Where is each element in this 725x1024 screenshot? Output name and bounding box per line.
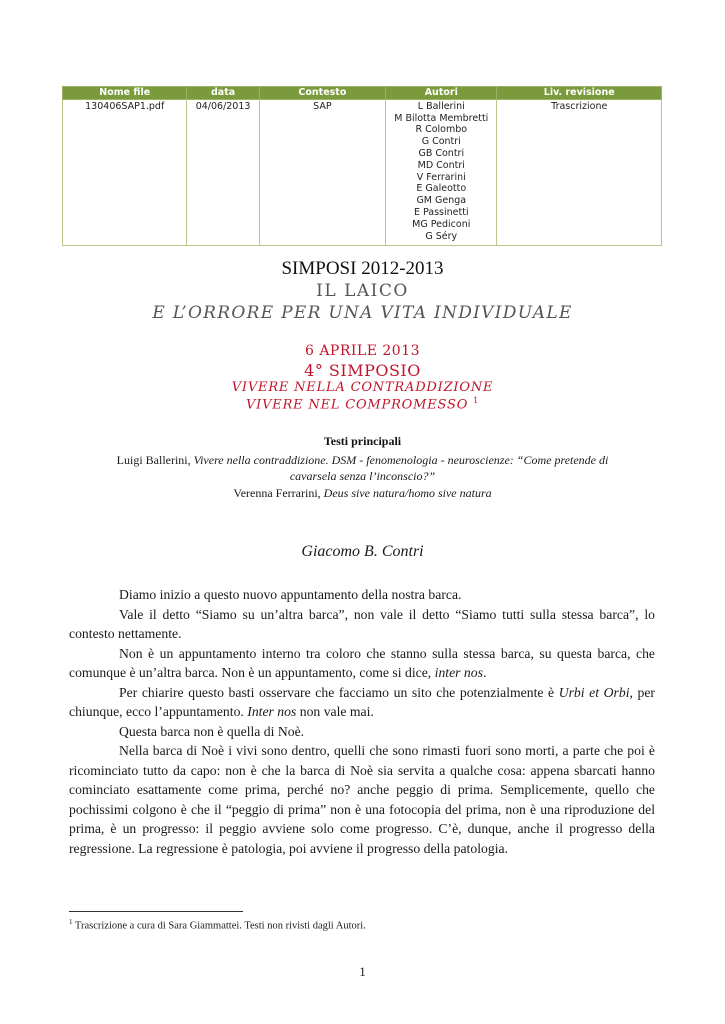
testi-heading: Testi principali [323, 434, 402, 448]
paragraph: Questa barca non è quella di Noè. [119, 723, 305, 739]
footnote-text: Trascrizione a cura di Sara Giammattei. Testi non rivisti dagli Autori. [72, 920, 366, 932]
cell-file-name: 130406SAP1.pdf [63, 99, 187, 246]
header-nome-file: Nome file [63, 87, 187, 100]
session-date: 6 APRILE 2013 [304, 343, 421, 359]
author-item: R Colombo [415, 124, 468, 136]
paragraph-text: Non è un appuntamento interno tra coloro che stanno sulla stessa barca, su questa barca, che comunque è un’altra barca. Non è un appuntamento, come si dice, [69, 645, 655, 680]
testi-entry-2-title: Deus sive natura/homo sive natura [323, 486, 492, 500]
author-item: GM Genga [416, 195, 467, 207]
paragraph: Vale il detto “Siamo su un’altra barca”, non vale il detto “Siamo tutti sulla stessa barca”, lo contesto nettamente. [69, 606, 655, 641]
testi-entry-1 [0, 452, 725, 484]
speaker-name: Giacomo B. Contri [301, 543, 424, 560]
footnote-ref[interactable]: 1 [473, 396, 480, 405]
subtitle-line-2 [0, 396, 725, 412]
author-item: G Séry [425, 230, 458, 242]
author-item: L Ballerini [417, 100, 465, 112]
session-number: 4° SIMPOSIO [304, 361, 421, 380]
title-line-1: IL LAICO [316, 281, 409, 301]
author-item: V Ferrarini [416, 171, 466, 183]
author-item: E Passinetti [413, 206, 469, 218]
emphasis: Urbi et Orbi [558, 684, 630, 700]
author-item: E Galeotto [416, 183, 467, 195]
title-line-2: E L’ORRORE PER UNA VITA INDIVIDUALE [152, 303, 573, 323]
body-text [69, 585, 655, 858]
paragraph [69, 644, 655, 683]
header-autori: Autori [386, 87, 497, 100]
author-item: G Contri [421, 136, 461, 148]
header-liv-revisione: Liv. revisione [497, 87, 662, 100]
author-item: MD Contri [417, 159, 465, 171]
testi-entry-2 [0, 486, 725, 501]
cell-context: SAP [259, 99, 385, 246]
author-item: GB Contri [418, 147, 465, 159]
subtitle-line-1: VIVERE NELLA CONTRADDIZIONE [231, 380, 494, 395]
author-item: M Bilotta Membretti [394, 112, 489, 124]
paragraph-text: , per chiunque, ecco l’appuntamento. [69, 684, 655, 719]
emphasis: inter nos [434, 665, 483, 680]
cell-authors [386, 99, 497, 246]
author-item: MG Pediconi [412, 218, 471, 230]
emphasis: Inter nos [247, 704, 297, 719]
series-title: SIMPOSI 2012-2013 [281, 258, 444, 279]
cell-date: 04/06/2013 [187, 99, 259, 246]
header-data: data [187, 87, 259, 100]
paragraph: Diamo inizio a questo nuovo appuntamento della nostra barca. [119, 587, 462, 602]
paragraph [69, 683, 655, 722]
paragraph-text: Per chiarire questo basti osservare che facciamo un sito che potenzialmente è [119, 684, 559, 700]
testi-entry-1-title: Vivere nella contraddizione. DSM - fenomenologia - neuroscienze: “Come pretende di [193, 453, 609, 467]
paragraph: Nella barca di Noè i vivi sono dentro, quelli che sono rimasti fuori sono morti, a parte che poi è ricominciato tutto da capo: non è che la barca di Noè sia servita a qualche cosa: appena sbarcati hanno cominciato esattamente come prima, perché no? anche peggio di prima. Semplicemente, quello che pochissimi colgono è che il “peggio di prima” non è una fotocopia del prima, non è una riproduzione del prima, è un progresso: il peggio avviene solo come progresso. C’è, dunque, anche il progresso della regressione. La regressione è patologia, poi avviene il progresso della patologia. [69, 743, 655, 856]
footnote-separator [69, 911, 243, 912]
subtitle-line-2-text: VIVERE NEL COMPROMESSO [245, 397, 469, 413]
cell-revision: Trascrizione [497, 99, 662, 246]
footnote-mark: 1 [69, 918, 73, 926]
testi-entry-1-title-cont: cavarsela senza l’inconscio?” [289, 469, 436, 483]
testi-entry-1-author: Luigi Ballerini, [116, 453, 194, 467]
metadata-header-row [63, 87, 662, 100]
metadata-table [62, 86, 662, 246]
paragraph-text: non vale mai. [296, 704, 374, 719]
table-row [63, 99, 662, 246]
page-number: 1 [359, 964, 366, 979]
paragraph-text: . [482, 665, 487, 680]
testi-entry-2-author: Verenna Ferrarini, [233, 486, 324, 500]
header-contesto: Contesto [259, 87, 385, 100]
footnote [69, 918, 366, 932]
